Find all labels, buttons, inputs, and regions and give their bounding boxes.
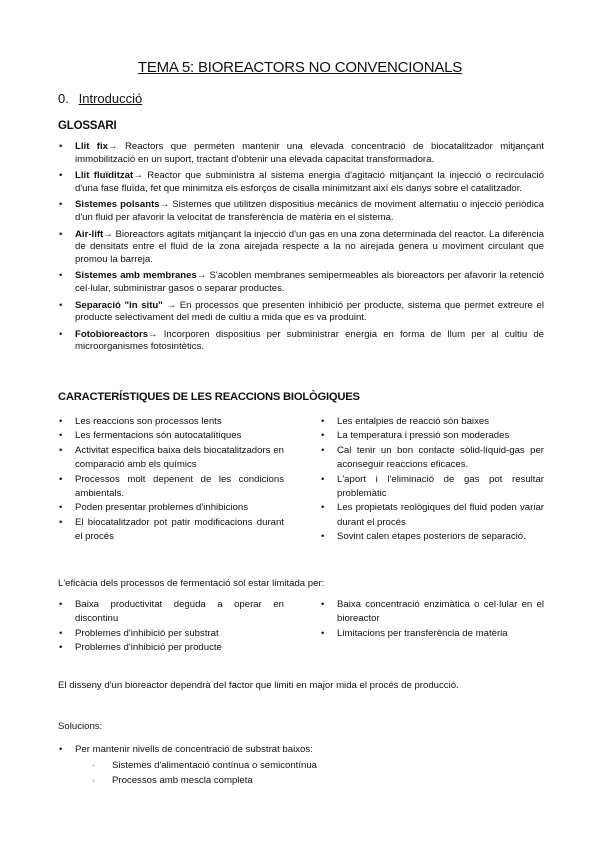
list-item: • Cal tenir un bon contacte sòlid-líquid-gas per aconseguir reaccions eficaces. [320,444,544,473]
sublist-item: ◦ Processos amb mescla completa [75,773,544,788]
eficacia-right-list [320,598,544,641]
section-introduccio [58,91,142,106]
glossari-term: Separació "in situ" [75,299,163,311]
glossari-item [58,229,544,267]
glossari-arrow: → [107,141,118,152]
disseny-paragraph: El disseny d'un bioreactor dependrà del factor que limiti en major mida el procés de producció. [58,680,459,691]
glossari-definition: Reactors que permeten mantenir una elevada concentració de biocatalitzador mitjançant immobilització en un suport, tractant d'obtenir una elevada capacitat transformadora. [75,141,544,165]
glossari-term: Air-lift [75,228,104,240]
glossari-item [58,170,544,195]
glossari-definition: En processos que presenten inhibició per producte, sistema que permet extreure el producte selectivament del medi de cultiu a mida que es va produint. [75,299,544,324]
eficacia-left-list [58,598,284,656]
glossari-item [58,199,544,224]
list-item: • L'aport i l'eliminació de gas pot resultar problemàtic [320,473,544,502]
caracteristiques-right-list [320,415,544,545]
glossari-item [58,141,544,166]
list-item: • Poden presentar problemes d'inhibicions [58,501,284,515]
glossari-arrow: → [159,199,170,211]
glossari-definition: Sistemes que utilitzen dispositius mecànics de moviment alternatiu o injecció periòdica d'un fluid per afavorir la velocitat de transferència de matèria en el sistema. [75,199,544,223]
glossari-arrow: → [162,299,177,311]
glossari-arrow: → [148,328,158,340]
list-item: • Problemes d'inhibició per producte [58,641,284,655]
glossari-arrow: → [196,270,207,282]
eficacia-intro: L'eficàcia dels processos de fermentació sol estar limitada per: [58,578,325,589]
glossari-term: Llit fluïditzat [75,170,134,182]
glossari-definition: Bioreactors agitats mitjançant la injecció d'un gas en una zona determinada del reactor. La diferència de densitats entre el fluid de la zona airejada respecte a la no airejada genera u moviment circulant que promou la barreja. [75,228,544,265]
list-item: • La temperatura i pressió son moderades [320,429,544,443]
glossari-item [58,270,544,295]
list-item: • Sovint calen etapes posteriors de separació. [320,530,544,544]
section-number: 0. [58,91,69,106]
glossari-term: Sistemes polsants [75,199,160,211]
list-item: • Processos molt depenent de les condicions ambientals. [58,473,284,502]
solucions-list [58,743,544,788]
caracteristiques-left-list [58,415,284,545]
glossari-definition: Incorporen dispositius per subministrar energia en forma de llum per al cultiu de microorganismes fotosintètics. [75,328,544,353]
glossari-term: Llit fix [75,141,108,152]
glossari-arrow: → [103,228,113,240]
solucions-item-text: Per mantenir nivells de concentració de substrat baixos: [75,744,313,755]
glossari-item [58,329,544,354]
glossari-definition: S'acoblen membranes semipermeables als bioreactors per afavorir la retenció cel·lular, subministrar gasos o separar productes. [75,270,545,294]
list-item: • Problemes d'inhibició per substrat [58,627,284,641]
list-item: • Baixa concentració enzimàtica o cel·lular en el bioreactor [320,598,544,627]
list-item: • Les entalpies de reacció són baixes [320,415,544,429]
glossari-item [58,300,544,325]
glossari-list [58,141,544,358]
caracteristiques-heading: CARACTERÍSTIQUES DE LES REACCIONS BIOLÒGIQUES [58,391,360,403]
document-title: TEMA 5: BIOREACTORS NO CONVENCIONALS [137,59,463,76]
glossari-term: Fotobioreactors [75,328,149,340]
glossari-arrow: → [133,170,143,182]
list-item: • El biocatalitzador pot patir modificacions durant el procés [58,516,284,545]
list-item: • Les propietats reològiques del fluid poden variar durant el procés [320,501,544,530]
section-label: Introducció [78,91,143,106]
list-item: • Baixa productivitat deguda a operar en discontinu [58,598,284,627]
solucions-sublist [75,758,544,788]
solucions-heading: Solucions: [58,721,103,732]
sublist-item: ◦ Sistemes d'alimentació contínua o semicontínua [75,758,544,773]
glossari-definition: Reactor que subministra al sistema energia d'agitació mitjançant la injecció o recirculació d'una fase fluïda, fet que minimitza els esforços de cisalla minimitzant així els danys sobre el catalitzador. [75,170,544,194]
list-item: • Les fermentacions són autocatalítiques [58,429,284,443]
glossari-heading: GLOSSARI [58,120,117,132]
glossari-term: Sistemes amb membranes [75,270,197,282]
list-item [58,743,544,788]
list-item: • Activitat específica baixa dels biocatalitzadors en comparació amb els químics [58,444,284,473]
list-item: • Limitacions per transferència de matèria [320,627,544,641]
list-item: • Les reaccions son processos lents [58,415,284,429]
